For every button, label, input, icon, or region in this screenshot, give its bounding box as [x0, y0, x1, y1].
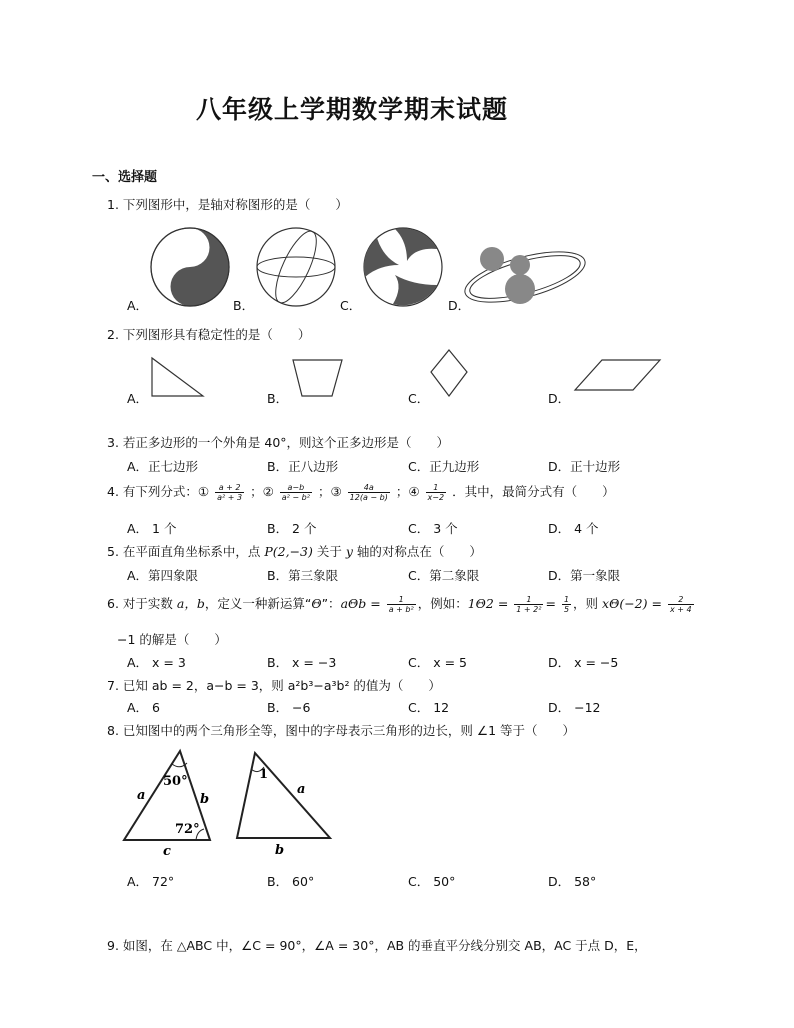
question-3-stem: 3. 若正多边形的一个外角是 40°，则这个正多边形是（ ）: [107, 435, 450, 450]
question-1-stem: 1. 下列图形中，是轴对称图形的是（ ）: [107, 197, 348, 212]
q7-option-b: B． −6: [267, 700, 311, 715]
q8-label-b2: b: [275, 843, 285, 858]
q8-label-50: 50°: [163, 774, 188, 789]
q4-fraction-2: $\frac{a-b}{\text{a² − b²}}$: [281, 483, 310, 502]
q8-label-72: 72°: [175, 822, 200, 837]
question-5-stem: 5. 在平面直角坐标系中，点 P(2,−3) 关于 y 轴的对称点在（ ）: [107, 544, 482, 559]
q8-triangles: [0, 745, 794, 865]
q4-sep-4: ；④: [395, 484, 420, 499]
question-7-stem: 7. 已知 ab = 2，a−b = 3，则 a²b³−a³b² 的值为（ ）: [107, 678, 441, 693]
q8-label-b1: b: [200, 792, 210, 807]
q3-option-c: C．正九边形: [408, 459, 480, 474]
q3-option-a: A．正七边形: [127, 459, 199, 474]
section-heading: 一、选择题: [92, 170, 158, 185]
q4-option-c: C． 3 个: [408, 521, 458, 536]
question-4-stem: [107, 482, 615, 502]
q4-prefix: 4. 有下列分式：①: [107, 484, 210, 499]
q1-figures: [0, 222, 794, 342]
q4-sep-2: ；②: [250, 484, 274, 499]
q8-option-a: A． 72°: [127, 874, 175, 889]
q2-option-c: C．: [408, 391, 430, 406]
q1-option-d: D．: [448, 298, 471, 313]
q4-sep-3: ；③: [317, 484, 342, 499]
q5-option-b: B．第三象限: [267, 568, 339, 583]
q7-option-d: D． −12: [548, 700, 601, 715]
q5-option-d: D．第一象限: [548, 568, 621, 583]
q2-figures: [0, 350, 794, 410]
q6-option-a: A． x = 3: [127, 655, 186, 670]
q8-triangle-right: [237, 753, 330, 858]
q2-trapezoid: [293, 360, 342, 396]
q6-fraction-def: $\frac{1}{\text{a + b²}}$: [388, 595, 414, 614]
q6-option-d: D． x = −5: [548, 655, 619, 670]
q2-triangle: [152, 358, 203, 396]
q1-figure-d-orbits: [460, 242, 590, 313]
q1-option-b: B．: [233, 298, 255, 313]
question-8-stem: 8. 已知图中的两个三角形全等，图中的字母表示三角形的边长，则 ∠1 等于（ ）: [107, 723, 576, 738]
q1-figure-c-pinwheel: [364, 228, 442, 306]
q1-option-c: C．: [340, 298, 362, 313]
q2-option-a: A．: [127, 391, 149, 406]
q2-rhombus: [431, 350, 467, 396]
q8-label-a2: a: [297, 782, 306, 797]
q8-label-c1: c: [163, 844, 171, 859]
q4-option-b: B． 2 个: [267, 521, 317, 536]
q2-option-b: B．: [267, 391, 289, 406]
q4-fraction-4: $\frac{1}{x-2}$: [427, 483, 445, 502]
q4-fraction-3: $\frac{4a}{12(a - b)}$: [349, 483, 388, 502]
question-2-stem: 2. 下列图形具有稳定性的是（ ）: [107, 327, 311, 342]
q8-option-b: B． 60°: [267, 874, 315, 889]
q6-fraction-result: $\frac{1}{5}$: [563, 595, 570, 614]
q5-point: P(2,−3): [264, 544, 313, 559]
page-title: 八年级上学期数学期末试题: [196, 95, 509, 124]
q6-fraction-ex: $\frac{1}{\text{1 + 2²}}$: [516, 595, 542, 614]
q1-figure-b-sphere: [257, 226, 335, 308]
q8-label-1: 1: [259, 767, 269, 782]
q6-option-b: B． x = −3: [267, 655, 337, 670]
q2-parallelogram: [575, 360, 660, 390]
q4-option-a: A． 1 个: [127, 521, 177, 536]
question-6-stem: 6. 对于实数 a，b，定义一种新运算“Θ”：aΘb = $\frac{1}{\text{a + b²}}$ ，例如：1Θ2 = $\frac{1}{\text{1 + 2²}}$ = $\frac{1}{5}$ ，则 xΘ(−2) = $\frac{2}{x + 4}$: [107, 595, 692, 614]
q4-suffix: ．其中，最简分式有（ ）: [452, 484, 615, 499]
q3-option-b: B．正八边形: [267, 459, 339, 474]
q8-triangle-left: [124, 751, 210, 859]
question-9-stem: 9. 如图，在 △ABC 中，∠C = 90°，∠A = 30°，AB 的垂直平分线分别交 AB，AC 于点 D，E，: [107, 938, 647, 953]
q5-option-a: A．第四象限: [127, 568, 199, 583]
q8-option-c: C． 50°: [408, 874, 456, 889]
q7-option-a: A． 6: [127, 700, 160, 715]
q5-axis: y: [345, 544, 353, 559]
q8-option-d: D． 58°: [548, 874, 597, 889]
q5-option-c: C．第二象限: [408, 568, 480, 583]
q1-figure-a-yinyang: [151, 228, 229, 306]
q4-fraction-1: $\frac{a + 2}{\text{a² + 3}}$: [217, 483, 243, 502]
q8-label-a1: a: [137, 788, 146, 803]
q3-option-d: D．正十边形: [548, 459, 621, 474]
question-6-continuation: −1 的解是（ ）: [117, 632, 227, 647]
q6-fraction-eqn: $\frac{2}{x + 4}$: [669, 595, 692, 614]
q4-option-d: D． 4 个: [548, 521, 599, 536]
q7-option-c: C． 12: [408, 700, 450, 715]
q6-option-c: C． x = 5: [408, 655, 467, 670]
q1-option-a: A．: [127, 298, 149, 313]
q2-option-d: D．: [548, 391, 571, 406]
